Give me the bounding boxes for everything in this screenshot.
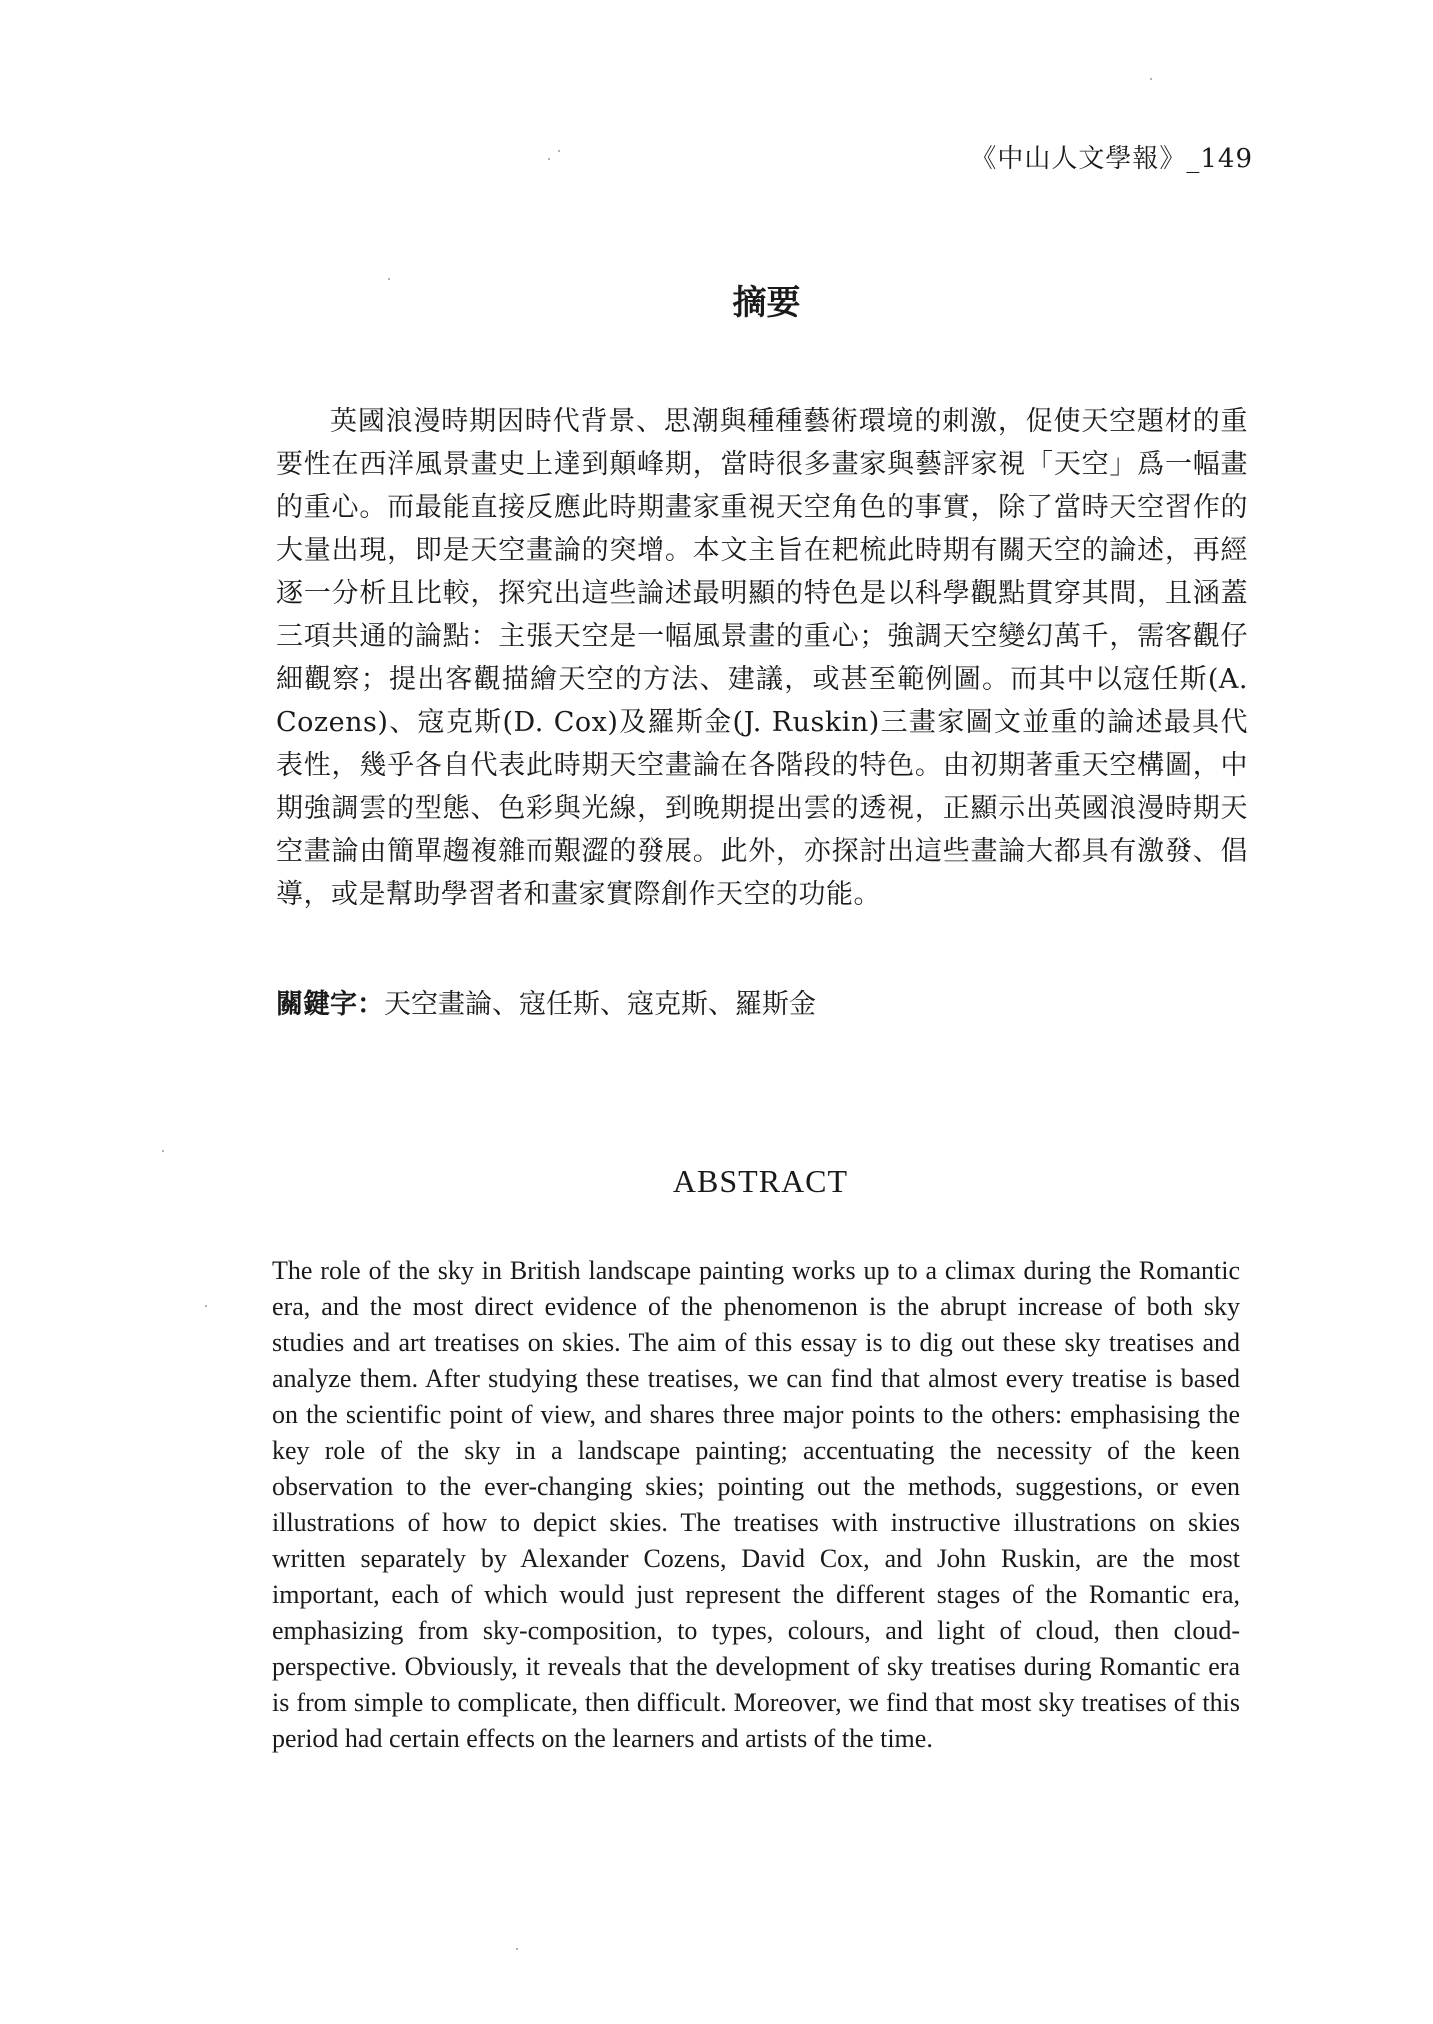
scan-speck	[205, 1305, 207, 1307]
scan-speck	[388, 278, 390, 280]
keywords-label: 關鍵字：	[276, 989, 384, 1020]
scan-speck	[1150, 78, 1152, 80]
chinese-abstract-title: 摘要	[732, 283, 801, 323]
keywords-list: 天空畫論、寇任斯、寇克斯、羅斯金	[384, 989, 816, 1020]
chinese-abstract-body: 英國浪漫時期因時代背景、思潮與種種藝術環境的刺激，促使天空題材的重要性在西洋風景畫史上達到顛峰期，當時很多畫家與藝評家視「天空」爲一幅畫的重心。而最能直接反應此時期畫家重視天空角色的事實，除了當時天空習作的大量出現，即是天空畫論的突增。本文主旨在耙梳此時期有關天空的論述，再經逐一分析且比較，探究出這些論述最明顯的特色是以科學觀點貫穿其間，且涵蓋三項共通的論點：主張天空是一幅風景畫的重心；強調天空變幻萬千，需客觀仔細觀察；提出客觀描繪天空的方法、建議，或甚至範例圖。而其中以寇任斯(A. Cozens)、寇克斯(D. Cox)及羅斯金(J. Ruskin)三畫家圖文並重的論述最具代表性，幾乎各自代表此時期天空畫論在各階段的特色。由初期著重天空構圖，中期強調雲的型態、色彩與光線，到晚期提出雲的透視，正顯示出英國浪漫時期天空畫論由簡單趨複雜而艱澀的發展。此外，亦探討出這些畫論大都具有激發、倡導，或是幫助學習者和畫家實際創作天空的功能。	[276, 406, 1248, 910]
keywords-line	[276, 983, 1248, 1026]
scan-speck	[516, 1948, 518, 1950]
scan-speck	[558, 150, 560, 152]
scan-speck	[548, 158, 550, 160]
running-head: 《中山人文學報》_149	[970, 144, 1253, 174]
english-abstract-title: ABSTRACT	[672, 1163, 849, 1199]
scan-speck	[162, 1150, 164, 1152]
english-abstract-body: The role of the sky in British landscape painting works up to a climax during the Romantic era, and the most direct evidence of the phenomenon is the abrupt increase of both sky studies and art treatises on skies. The aim of this essay is to dig out these sky treatises and analyze them. After studying these treatises, we can find that almost every treatise is based on the scientific point of view, and shares three major points to the others: emphasising the key role of the sky in a landscape painting; accentuating the necessity of the keen observation to the ever-changing skies; pointing out the methods, suggestions, or even illustrations of how to depict skies. The treatises with instructive illustrations on skies written separately by Alexander Cozens, David Cox, and John Ruskin, are the most important, each of which would just represent the different stages of the Romantic era, emphasizing from sky-composition, to types, colours, and light of cloud, then cloud-perspective. Obviously, it reveals that the development of sky treatises during Romantic era is from simple to complicate, then difficult. Moreover, we find that most sky treatises of this period had certain effects on the learners and artists of the time.	[272, 1256, 1240, 1753]
